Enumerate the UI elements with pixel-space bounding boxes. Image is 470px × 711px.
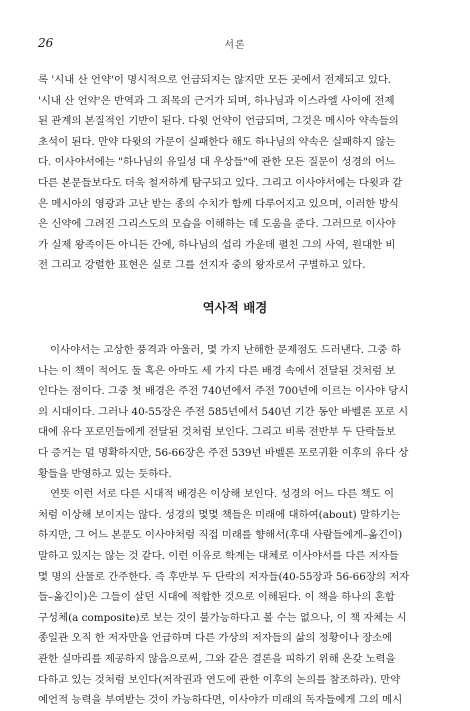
text-line: 가 실제 왕족이든 아니든 간에, 하나님의 섭리 가운데 펼친 그의 사역, 원대한 비 <box>38 238 396 251</box>
text-line: 말하고 있지는 않는 것 같다. 이런 이유로 학계는 대체로 이사야서를 다른 저자들 <box>38 549 399 562</box>
section-heading: 역사적 배경 <box>202 300 268 315</box>
text-line: 몇 명의 산물로 간주한다. 즉 후반부 두 단락의 저자들(40-55장과 56-66장의 저자 <box>38 570 410 583</box>
text-line: 은 메시아의 영광과 고난 받는 종의 수치가 함께 다루어지고 있으며, 이러한 방식 <box>38 197 399 210</box>
text-line: 나는 이 책이 적어도 둘 혹은 아마도 세 가지 다른 배경 속에서 전달된 것처럼 보 <box>38 364 396 377</box>
section-body <box>38 340 433 711</box>
text-line: 황들을 반영하고 있는 듯하다. <box>38 467 172 480</box>
text-line: 은 신약에 그려진 그리스도의 모습을 이해하는 데 도움을 준다. 그러므로 이사야 <box>38 218 396 231</box>
page-number: 26 <box>38 36 54 50</box>
text-line: 관한 실마리를 제공하지 않음으로써, 그와 같은 결론을 피하기 위해 온갖 노력을 <box>38 652 396 665</box>
text-line: 다 증거는 덜 명확하지만, 56-66장은 주전 539년 바벨론 포로귀환 이후의 유다 상 <box>38 446 409 459</box>
text-line: 연뜻 이런 서로 다른 시대적 배경은 이상해 보인다. 성경의 어느 다른 책도 이 <box>50 488 395 501</box>
text-line: 된 관계의 본질적인 기반이 된다. 다윗 언약이 언급되며, 그것은 메시아 약속들의 <box>38 115 399 128</box>
text-line: 이사야서는 고상한 풍격과 아울러, 몇 가지 난해한 문제점도 드러낸다. 그중 하 <box>50 344 401 356</box>
text-line: 구성체(a composite)로 보는 것이 불가능하다고 볼 수는 없으나, 이 책 자체는 시 <box>38 611 407 624</box>
text-line: 다하고 있는 것처럼 보인다(저작권과 연도에 관한 이후의 논의를 참조하라). 만약 <box>38 673 401 686</box>
text-line: 의 시대이다. 그러나 40-55장은 주전 585년에서 540년 기간 동안 바벨론 포로 시 <box>38 405 409 418</box>
text-line: 다른 본문들보다도 더욱 철저하게 탐구되고 있다. 그리고 이사야서에는 다윗과 같 <box>38 176 403 189</box>
intro-paragraph <box>38 70 433 276</box>
text-line: 다. 이사야서에는 "하나님의 유일성 대 우상들"에 관한 모든 질문이 성경의 어느 <box>38 156 396 169</box>
text-line: 대에 유다 포로민들에게 전달된 것처럼 보인다. 그리고 비록 전반부 두 단락들보 <box>38 426 396 439</box>
text-line: 초석이 된다. 만약 다윗의 가문이 실패한다 해도 하나님의 약속은 실패하지 않는 <box>38 135 396 148</box>
text-line: 전 그리고 강렬한 표현은 실로 그를 선지자 중의 왕자로서 구별하고 있다. <box>38 259 366 272</box>
running-head: 서론 <box>224 40 246 51</box>
text-line: 들–옮긴이)은 그들이 살던 시대에 적합한 것으로 이해된다. 이 책을 하나의 혼합 <box>38 591 395 604</box>
text-line: 록 '시내 산 언약'이 명시적으로 언급되지는 않지만 모든 곳에서 전제되고 있다. <box>38 74 392 86</box>
text-line: 인다는 점이다. 그중 첫 배경은 주전 740년에서 주전 700년에 이르는 이사야 당시 <box>38 385 409 398</box>
text-line: '시내 산 언약'은 반역과 그 죄목의 근거가 되며, 하나님과 이스라엘 사이에 전제 <box>38 94 395 107</box>
text-line: 처럼 이상해 보이지는 않다. 성경의 몇몇 책들은 미래에 대하여(about) 말하기는 <box>38 508 401 521</box>
text-line: 하지만, 그 어느 본문도 이사야처럼 직접 미래를 향해서(후대 사람들에게–옮긴이) <box>38 529 403 542</box>
text-line: 예언적 능력을 부여받는 것이 가능하다면, 이사야가 미래의 독자들에게 그의 메시 <box>38 694 403 707</box>
text-line: 종일관 오직 한 저자만을 언급하며 다른 가상의 저자들의 삶의 정황이나 장소에 <box>38 632 393 645</box>
